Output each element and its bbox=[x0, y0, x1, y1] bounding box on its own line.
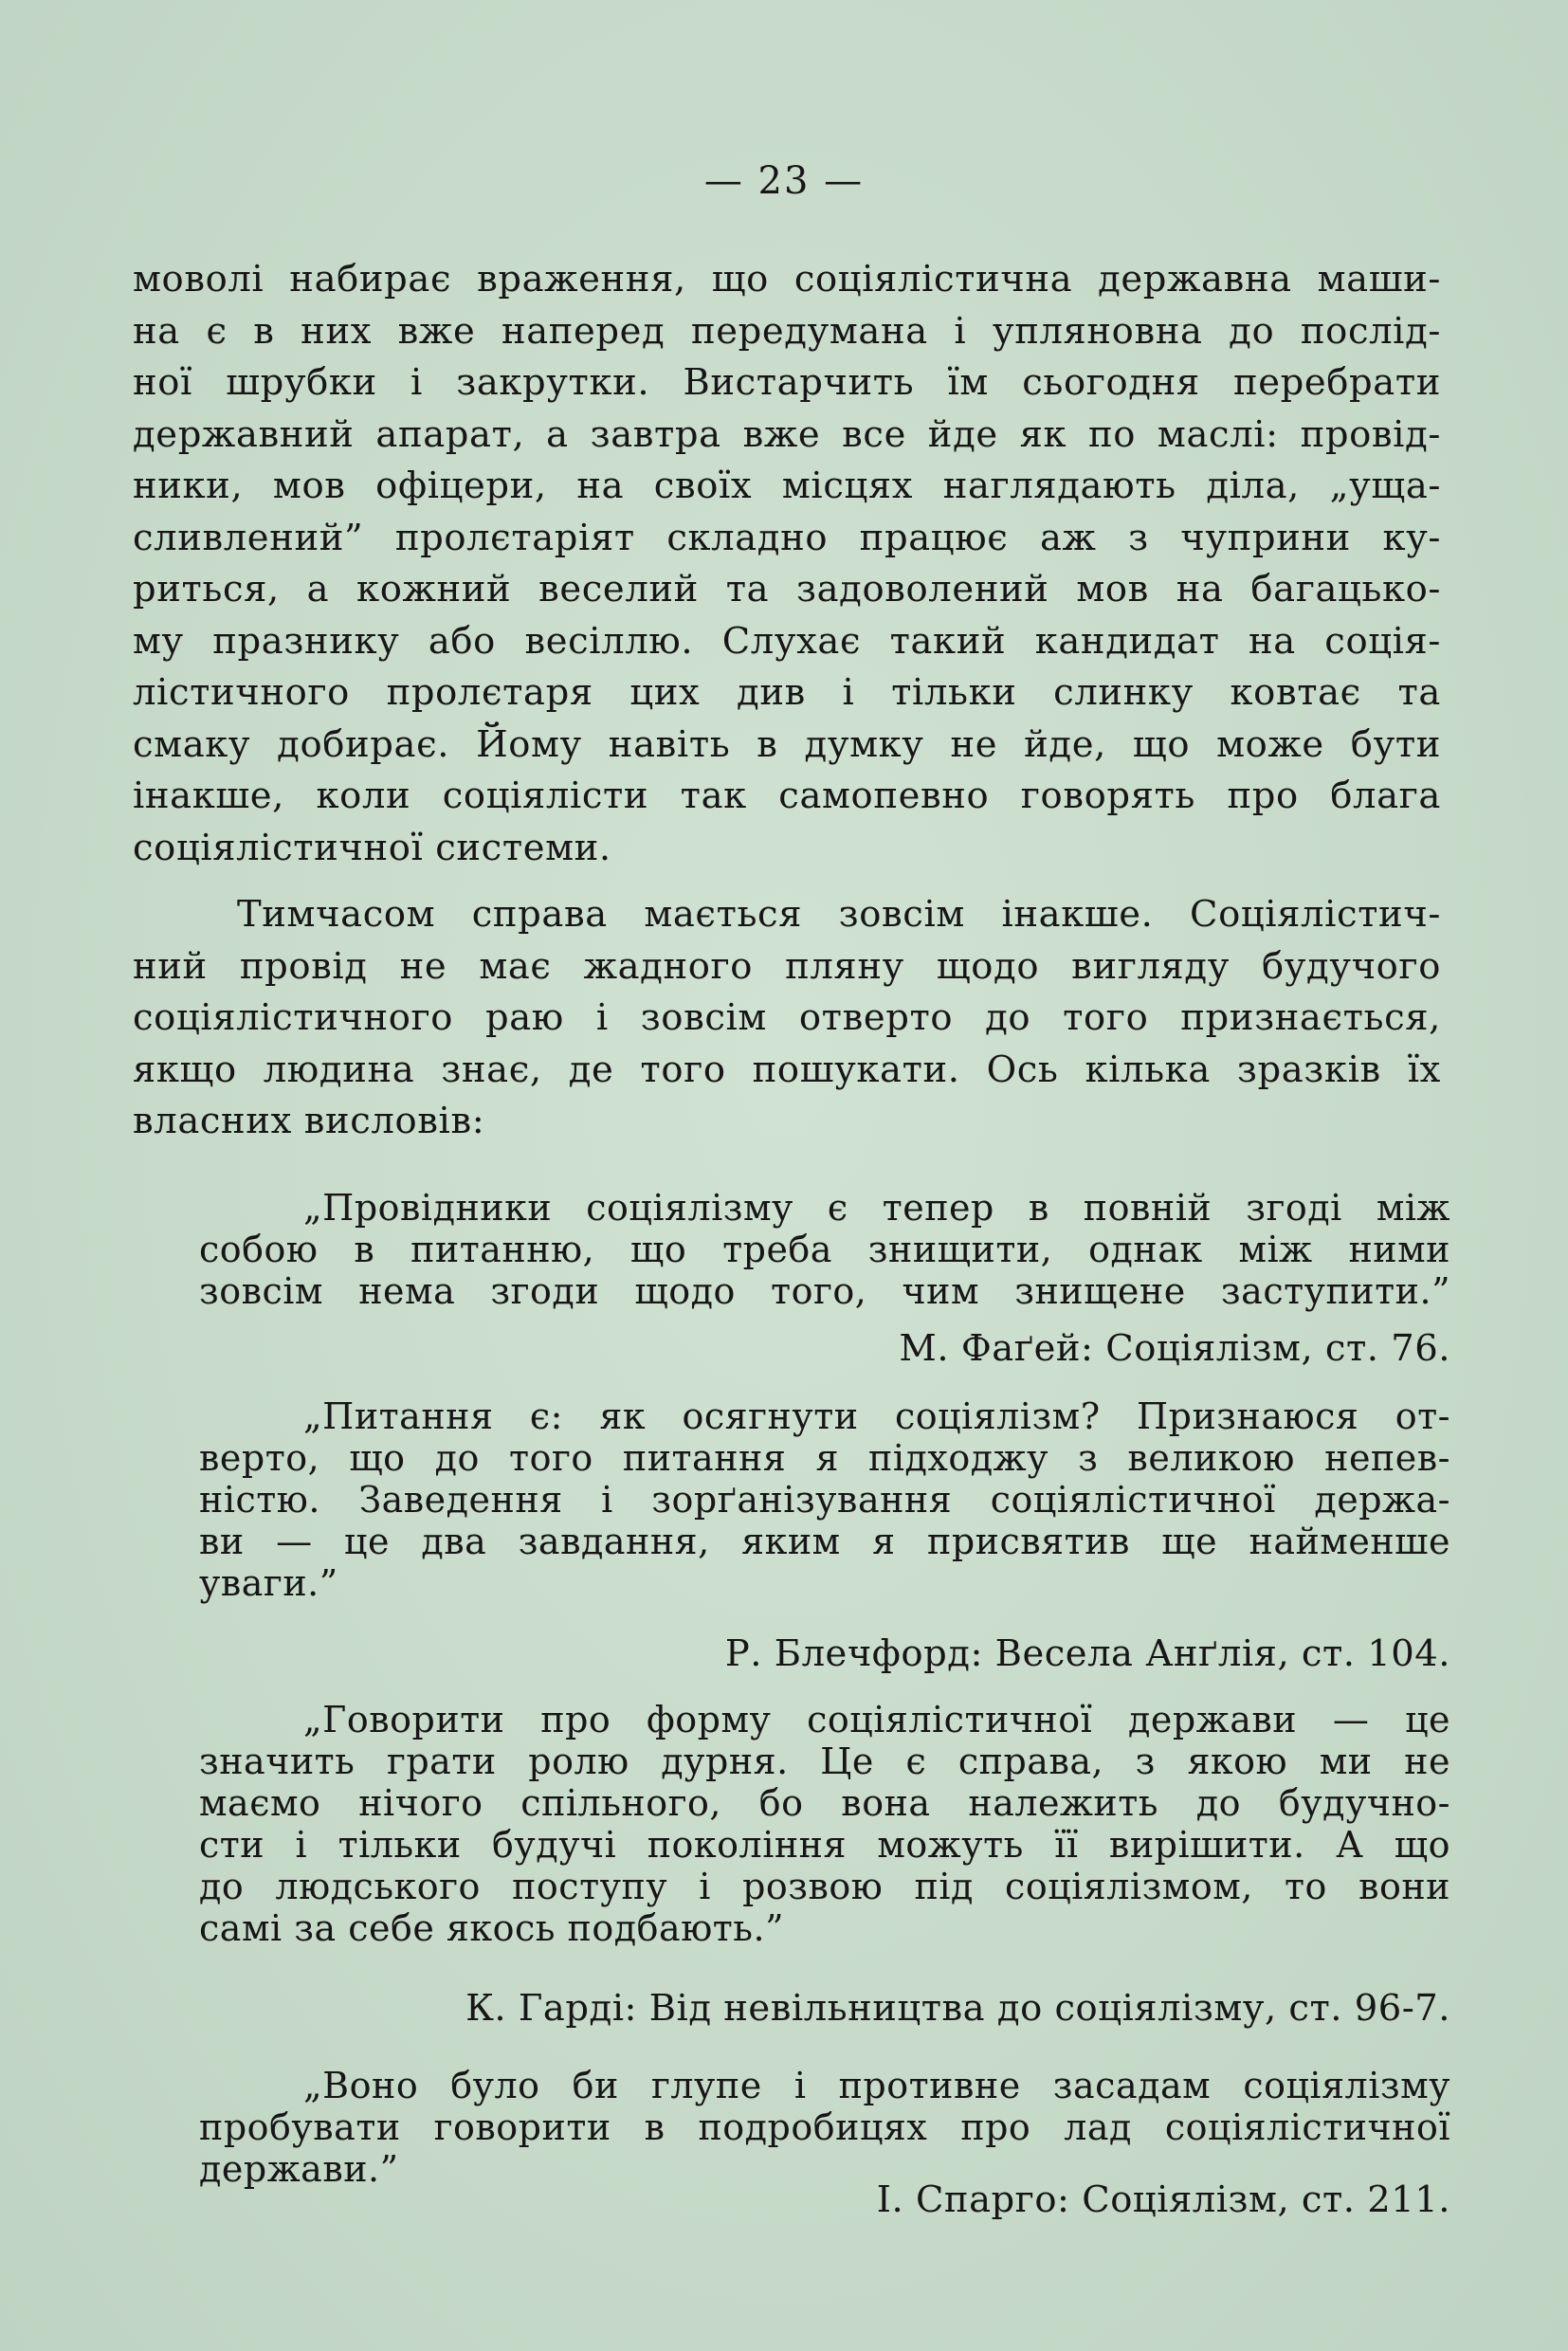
page-number: — 23 — bbox=[703, 159, 865, 203]
text-line: лістичного пролєтаря цих див і тільки слинку ковтає та bbox=[133, 671, 1441, 714]
quote-line: пробувати говорити в подробицях про лад соціялістичної bbox=[199, 2106, 1450, 2148]
text-line: смаку добирає. Йому навіть в думку не йде, що може бути bbox=[133, 722, 1441, 766]
text-line: інакше, коли соціялісти так самопевно говорять про блага bbox=[133, 775, 1441, 817]
quote-line: верто, що до того питання я підходжу з великою непев- bbox=[199, 1437, 1450, 1479]
text-line: му празнику або весіллю. Слухає такий кандидат на соція- bbox=[133, 619, 1441, 663]
quote-line: самі за себе якось подбають.” bbox=[199, 1907, 784, 1949]
text-line: ний провід не має жадного пляну щодо вигляду будучого bbox=[133, 944, 1441, 988]
quote-line: уваги.” bbox=[199, 1562, 338, 1604]
text-line: на є в них вже наперед передумана і упляновна до послід- bbox=[133, 309, 1441, 353]
quote-line: ністю. Заведення і зорґанізування соціялістичної держа- bbox=[199, 1479, 1450, 1521]
paragraph-2 bbox=[133, 889, 1441, 1148]
text-line: риться, а кожний веселий та задоволений мов на багацько- bbox=[133, 568, 1441, 611]
quote-line: сти і тільки будучі покоління можуть її вирішити. А що bbox=[199, 1824, 1450, 1866]
text-line: ної шрубки і закрутки. Вистарчить їм сьогодня перебрати bbox=[133, 361, 1441, 404]
quote-citation: І. Спарго: Соціялізм, ст. 211. bbox=[876, 2178, 1450, 2221]
quote-line: держави.” bbox=[199, 2148, 399, 2190]
text-line: Тимчасом справа мається зовсім інакше. Соціялістич- bbox=[237, 893, 1441, 936]
quote-line: собою в питанню, що треба знищити, однак між ними bbox=[199, 1229, 1450, 1270]
quote-2 bbox=[199, 1395, 1450, 1604]
quote-line: зовсім нема згоди щодо того, чим знищене заступити.” bbox=[199, 1270, 1450, 1312]
quote-line: ви — це два завдання, яким я присвятив ще найменше bbox=[199, 1521, 1450, 1562]
quote-line: маємо нічого спільного, бо вона належить до будучно- bbox=[199, 1782, 1450, 1824]
quote-citation: Р. Блечфорд: Весела Анґлія, ст. 104. bbox=[724, 1632, 1450, 1675]
text-line: сливлений” пролєтаріят складно працює аж з чуприни ку- bbox=[133, 516, 1441, 559]
quote-line: „Провідники соціялізму є тепер в повній згоді між bbox=[303, 1187, 1450, 1229]
text-line: соціялістичного раю і зовсім отверто до того признається, bbox=[133, 996, 1441, 1039]
quote-line: значить грати ролю дурня. Це є справа, з якою ми не bbox=[199, 1740, 1450, 1782]
text-line: власних висловів: bbox=[133, 1100, 485, 1142]
text-line: якщо людина знає, де того пошукати. Ось кілька зразків їх bbox=[133, 1048, 1441, 1091]
quote-line: „Питання є: як осягнути соціялізм? Признаюся от- bbox=[303, 1395, 1450, 1437]
quote-line: до людського поступу і розвою під соціялізмом, то вони bbox=[199, 1866, 1450, 1907]
quote-1 bbox=[199, 1187, 1450, 1312]
paragraph-1 bbox=[133, 254, 1441, 874]
text-line: державний апарат, а завтра вже все йде як по маслі: провід- bbox=[133, 412, 1441, 456]
text-line: ники, мов офіцери, на своїх місцях наглядають діла, „уща- bbox=[133, 465, 1441, 507]
text-line: моволі набирає враження, що соціялістична державна маши- bbox=[133, 258, 1441, 301]
quote-citation: М. Фаґей: Соціялізм, ст. 76. bbox=[899, 1327, 1450, 1370]
quote-line: „Говорити про форму соціялістичної держави — це bbox=[303, 1699, 1450, 1740]
quote-4 bbox=[199, 2065, 1450, 2190]
quote-3 bbox=[199, 1699, 1450, 1949]
quote-citation: К. Гарді: Від невільництва до соціялізму, ст. 96-7. bbox=[465, 1987, 1450, 2030]
text-line: соціялістичної системи. bbox=[133, 826, 611, 869]
quote-line: „Воно було би глупе і противне засадам соціялізму bbox=[303, 2065, 1450, 2106]
